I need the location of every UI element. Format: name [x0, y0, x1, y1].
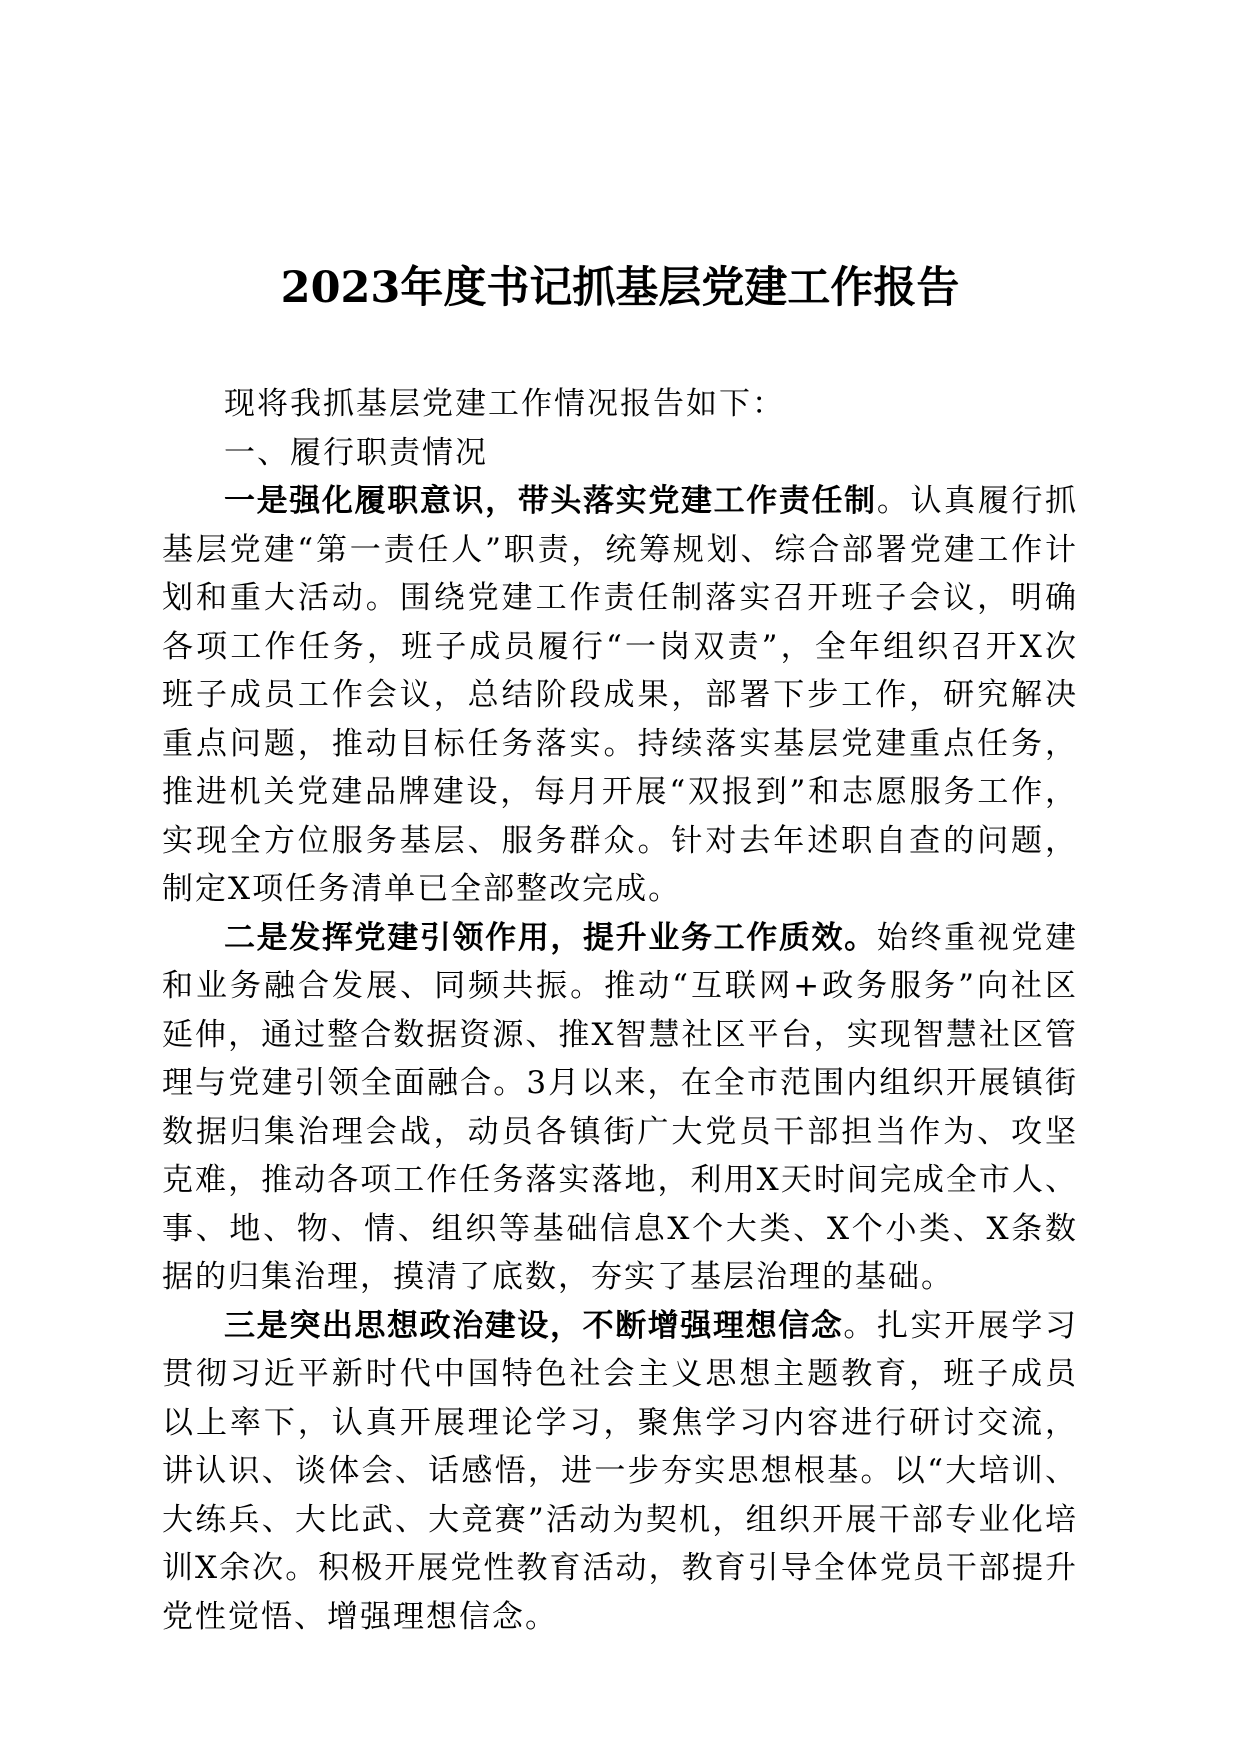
intro-paragraph: 现将我抓基层党建工作情况报告如下： [224, 386, 785, 422]
document-title: 2023年度书记抓基层党建工作报告 [280, 263, 960, 313]
paragraph-1 [162, 477, 1078, 914]
document-body [162, 380, 1078, 1641]
paragraph-3-text: 。扎实开展学习贯彻习近平新时代中国特色社会主义思想主题教育，班子成员以上率下，认真开展理论学习，聚焦学习内容进行研讨交流，讲认识、谈体会、话感悟，进一步夯实思想根基。以“大培训、大练兵、大比武、大竞赛”活动为契机，组织开展干部专业化培训X余次。积极开展党性教育活动，教育引导全体党员干部提升党性觉悟、增强理想信念。 [162, 1307, 1079, 1635]
paragraph-2-lead: 二是发挥党建引领作用，提升业务工作质效。 [224, 919, 877, 956]
paragraph-3-lead: 三是突出思想政治建设，不断增强理想信念 [224, 1307, 844, 1344]
paragraph-2-text: 始终重视党建和业务融合发展、同频共振。推动“互联网+政务服务”向社区延伸，通过整合数据资源、推X智慧社区平台，实现智慧社区管理与党建引领全面融合。3月以来，在全市范围内组织开展镇街数据归集治理会战，动员各镇街广大党员干部担当作为、攻坚克难，推动各项工作任务落实落地，利用X天时间完成全市人、事、地、物、情、组织等基础信息X个大类、X个小类、X条数据的归集治理，摸清了底数，夯实了基层治理的基础。 [162, 919, 1079, 1295]
section-heading: 一、履行职责情况 [224, 434, 488, 471]
paragraph-1-lead: 一是强化履职意识，带头落实党建工作责任制 [224, 483, 877, 519]
paragraph-3 [162, 1302, 1078, 1642]
paragraph-2 [162, 914, 1078, 1302]
paragraph-1-text: 。认真履行抓基层党建“第一责任人”职责，统筹规划、综合部署党建工作计划和重大活动。围绕党建工作责任制落实召开班子会议，明确各项工作任务，班子成员履行“一岗双责”，全年组织召开X次班子成员工作会议，总结阶段成果，部署下步工作，研究解决重点问题，推动目标任务落实。持续落实基层党建重点任务，推进机关党建品牌建设，每月开展“双报到”和志愿服务工作，实现全方位服务基层、服务群众。针对去年述职自查的问题，制定X项任务清单已全部整改完成。 [162, 483, 1079, 907]
